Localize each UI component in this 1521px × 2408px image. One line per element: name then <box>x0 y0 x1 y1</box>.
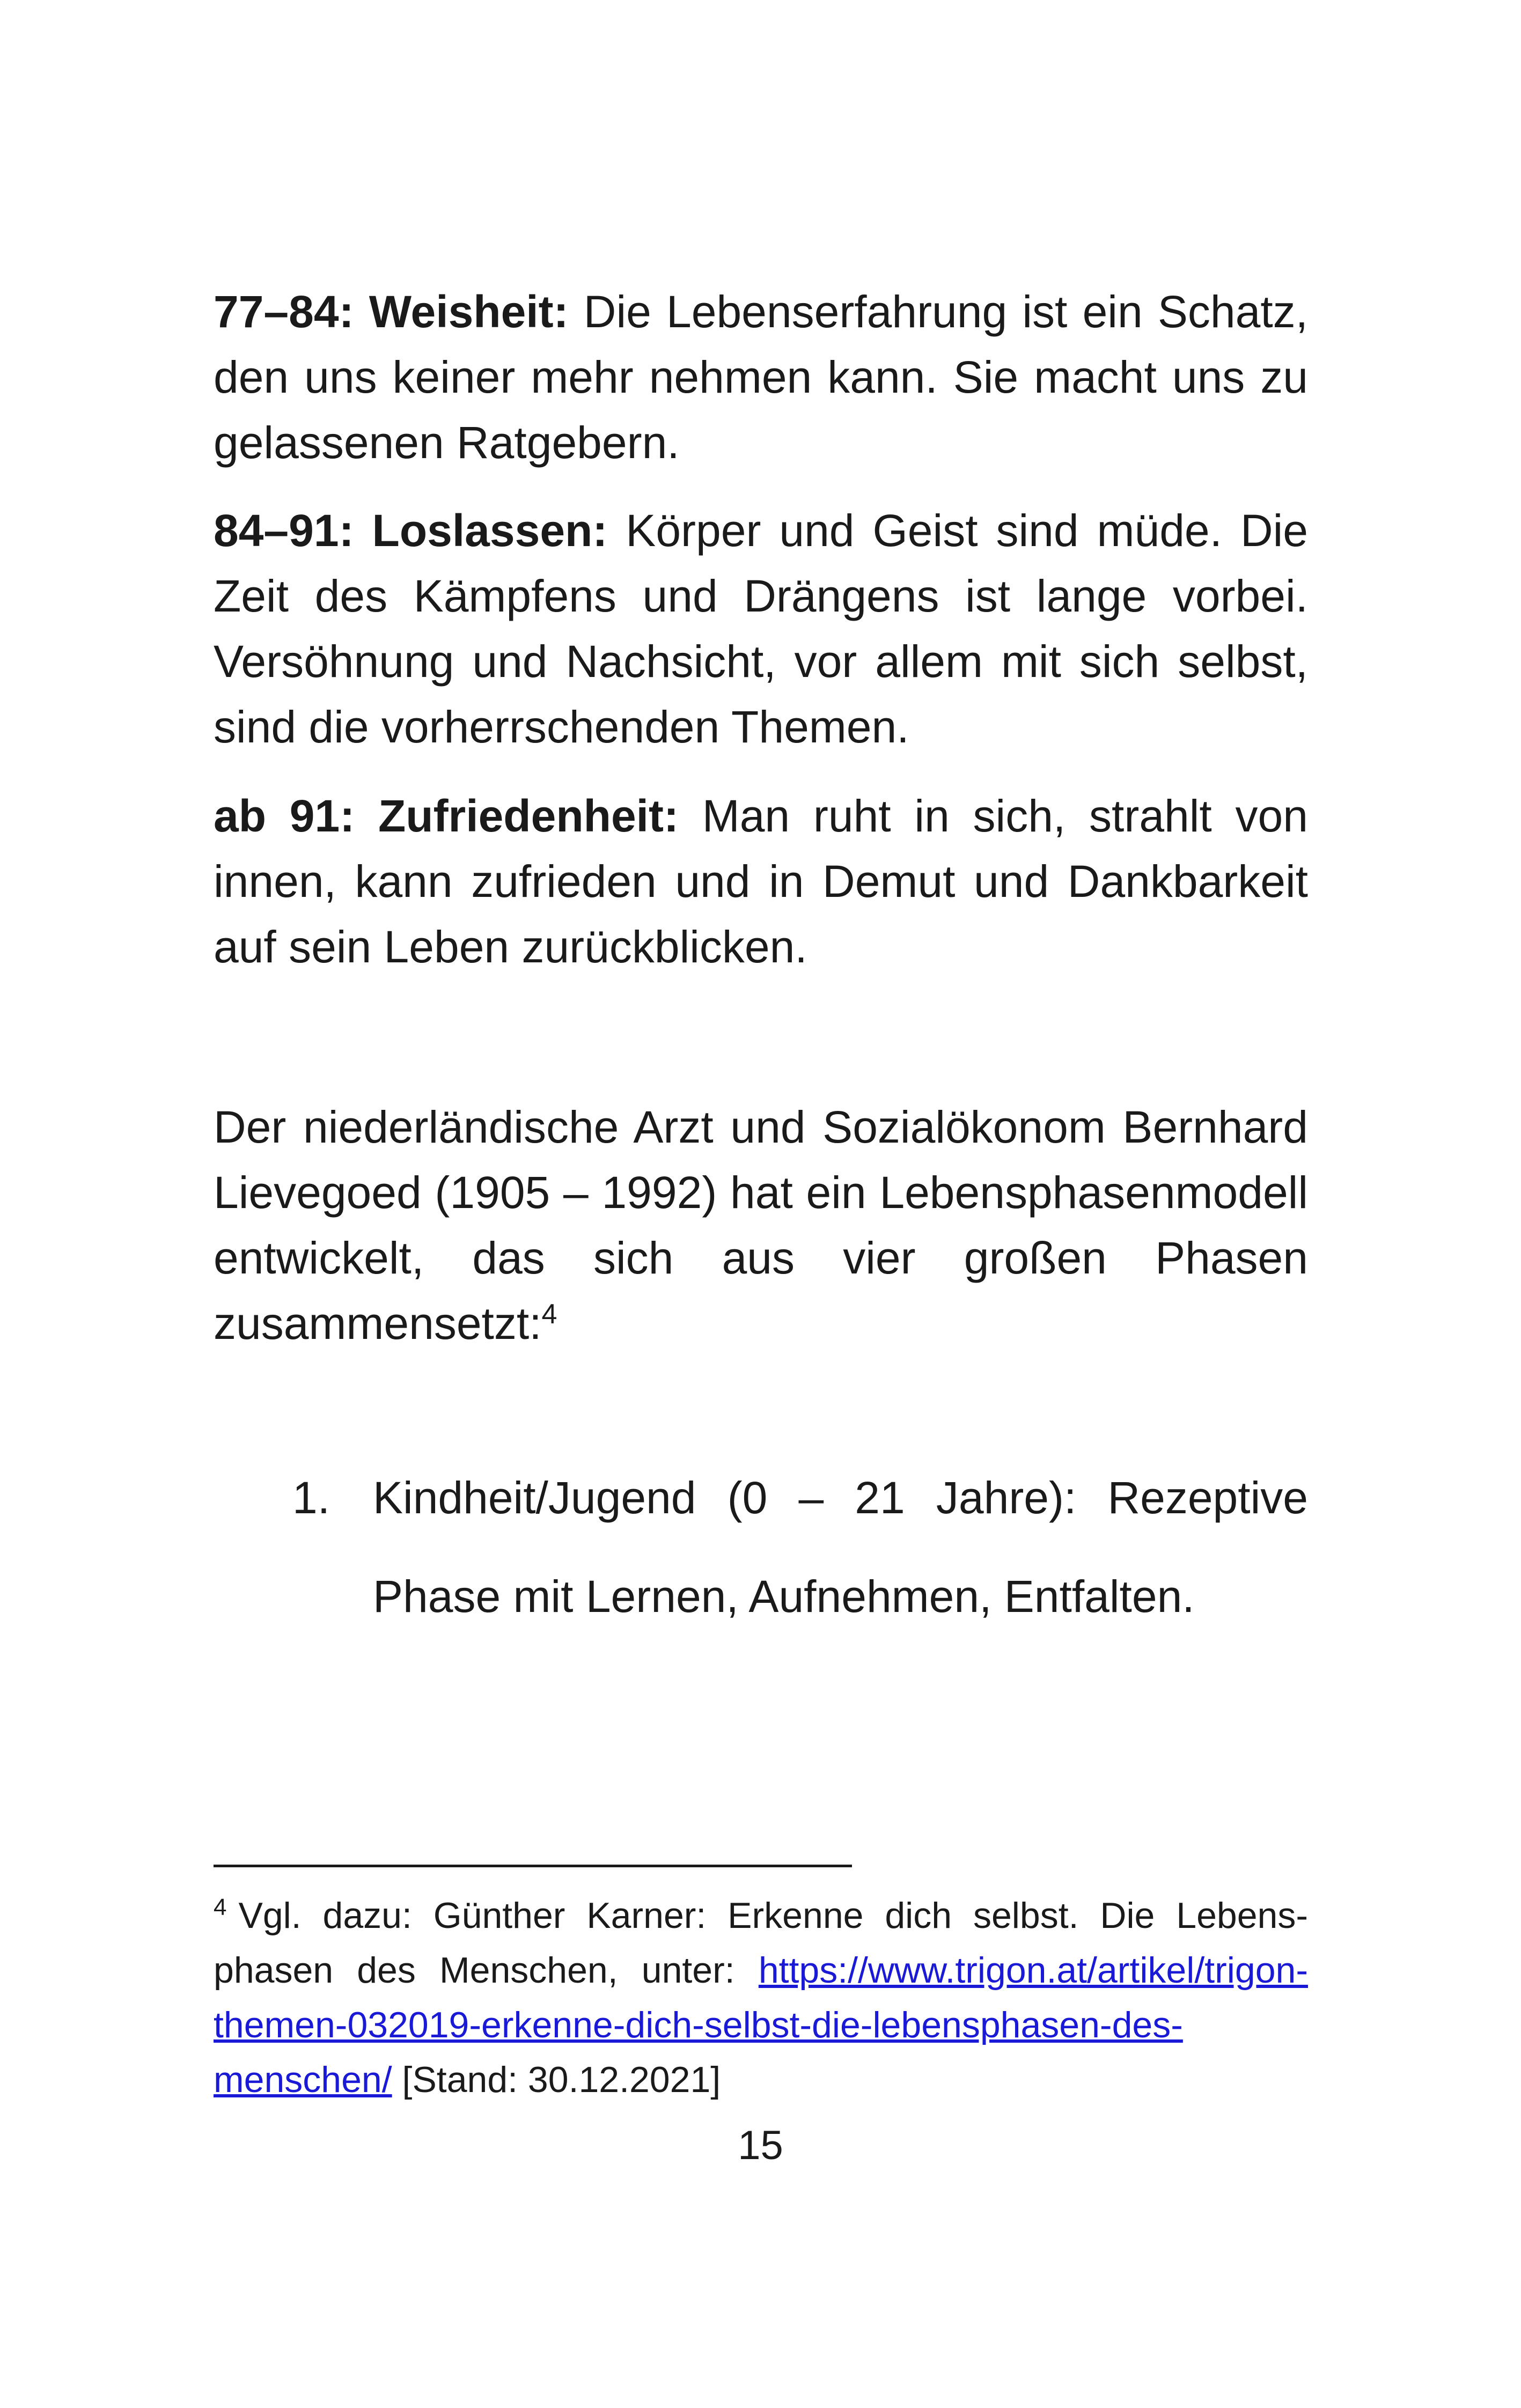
footnote-link[interactable]: https://www.trigon.at/artikel/trigon-themen-032019-erkenne-dich-selbst-die-lebensphasen-des-menschen/ <box>214 1950 1308 2100</box>
paragraph-text: Körper und Geist sind müde. Die Zeit des Kämpfens und Drängens ist lange vorbei. Versöhnung und Nachsicht, vor allem mit sich selbst, sind die vorherrschenden Themen. <box>214 505 1308 752</box>
list-item-number: 1. <box>292 1472 330 1523</box>
paragraph-heading: 84–91: Loslassen: <box>214 505 608 556</box>
paragraph-text: Man ruht in sich, strahlt von innen, kann zufrieden und in Demut und Dankbarkeit auf sein Leben zurückblicken. <box>214 791 1308 972</box>
footnote-reference[interactable]: 4 <box>541 1299 557 1330</box>
footnote-separator <box>214 1865 852 1867</box>
footnote-date: [Stand: 30.12.2021] <box>402 2059 721 2100</box>
page-number: 15 <box>738 2123 783 2168</box>
paragraph-lievegoed <box>214 1094 1308 1356</box>
paragraph-heading: 77–84: Weisheit: <box>214 286 569 337</box>
footnote-mark: 4 <box>214 1894 227 1921</box>
phase-list <box>292 1448 1308 1646</box>
list-item-text: Kindheit/Jugend (0 – 21 Jahre): Rezeptive Phase mit Lernen, Aufnehmen, Entfalten. <box>373 1472 1308 1622</box>
paragraph-text: Der niederländische Arzt und Sozialökonom Bernhard Lievegoed (1905 – 1992) hat ein Lebensphasenmodell entwickelt, das sich aus vier großen Phasen zusammensetzt: <box>214 1102 1308 1349</box>
paragraph-zufriedenheit <box>214 783 1308 980</box>
paragraph-weisheit <box>214 279 1308 475</box>
paragraph-text: Die Lebenserfahrung ist ein Schatz, den uns keiner mehr nehmen kann. Sie macht uns zu gelassenen Ratgebern. <box>214 286 1308 468</box>
list-item <box>292 1448 1308 1646</box>
paragraph-heading: ab 91: Zufriedenheit: <box>214 791 679 841</box>
paragraph-loslassen <box>214 498 1308 760</box>
footnote <box>214 1888 1308 2107</box>
footnote-text: Vgl. dazu: Günther Karner: Erkenne dich selbst. Die Lebensphasen des Menschen, unter: <box>214 1895 1308 1991</box>
